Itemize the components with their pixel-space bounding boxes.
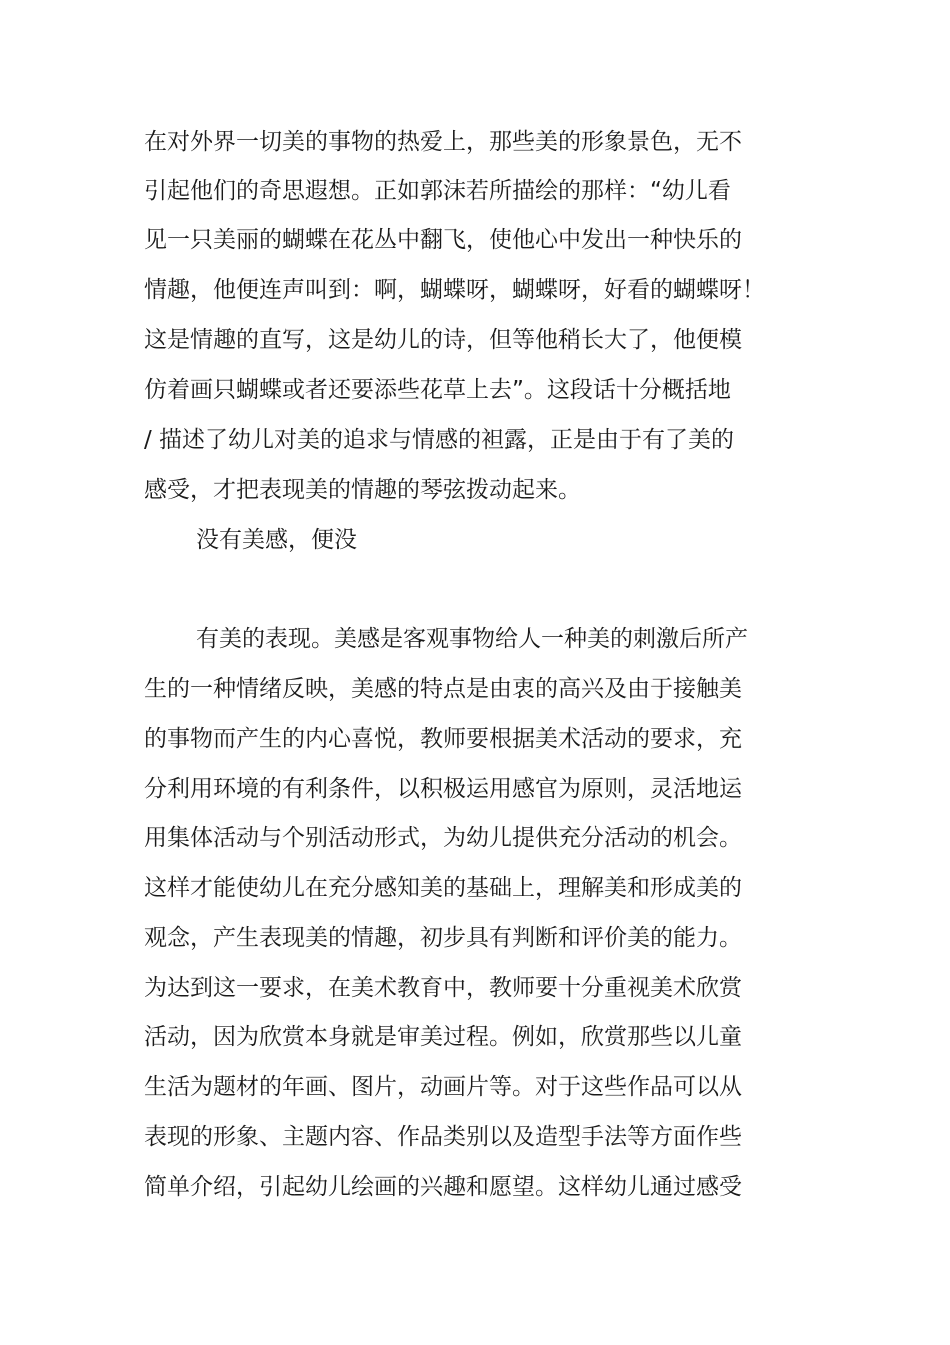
paragraph-line: 表现的形象、主题内容、作品类别以及造型手法等方面作些 xyxy=(144,1124,742,1150)
paragraph-line: 生的一种情绪反映，美感的特点是由衷的高兴及由于接触美 xyxy=(144,676,742,702)
paragraph-line: 见一只美丽的蝴蝶在花丛中翻飞，使他心中发出一种快乐的 xyxy=(144,227,742,253)
paragraph-line: 引起他们的奇思遐想。正如郭沫若所描绘的那样：“幼儿看 xyxy=(144,178,731,204)
paragraph-line: 生活为题材的年画、图片，动画片等。对于这些作品可以从 xyxy=(144,1074,742,1100)
paragraph-line: 在对外界一切美的事物的热爱上，那些美的形象景色，无不 xyxy=(144,129,742,155)
paragraph-line: 的事物而产生的内心喜悦，教师要根据美术活动的要求，充 xyxy=(144,726,742,752)
paragraph-line: 为达到这一要求，在美术教育中，教师要十分重视美术欣赏 xyxy=(144,975,742,1001)
paragraph-line: 活动，因为欣赏本身就是审美过程。例如，欣赏那些以儿童 xyxy=(144,1024,742,1050)
paragraph-line: 情趣，他便连声叫到：啊，蝴蝶呀，蝴蝶呀，好看的蝴蝶呀！ xyxy=(144,277,765,303)
paragraph-line: 有美的表现。美感是客观事物给人一种美的刺激后所产 xyxy=(196,626,748,652)
paragraph-line: 没有美感，便没 xyxy=(196,527,357,553)
paragraph-line: 感受，才把表现美的情趣的琴弦拨动起来。 xyxy=(144,477,581,503)
paragraph-line: 简单介绍，引起幼儿绘画的兴趣和愿望。这样幼儿通过感受 xyxy=(144,1174,742,1200)
paragraph-line: 这样才能使幼儿在充分感知美的基础上，理解美和形成美的 xyxy=(144,875,742,901)
paragraph-line: 用集体活动与个别活动形式，为幼儿提供充分活动的机会。 xyxy=(144,825,742,851)
paragraph-line: 这是情趣的直写，这是幼儿的诗，但等他稍长大了，他便模 xyxy=(144,327,742,353)
paragraph-line: 观念，产生表现美的情趣，初步具有判断和评价美的能力。 xyxy=(144,925,742,951)
paragraph-line: / 描述了幼儿对美的追求与情感的袒露，正是由于有了美的 xyxy=(144,427,735,453)
paragraph-line: 分利用环境的有利条件，以积极运用感官为原则，灵活地运 xyxy=(144,776,742,802)
paragraph-line: 仿着画只蝴蝶或者还要添些花草上去”。这段话十分概括地 xyxy=(144,377,731,403)
